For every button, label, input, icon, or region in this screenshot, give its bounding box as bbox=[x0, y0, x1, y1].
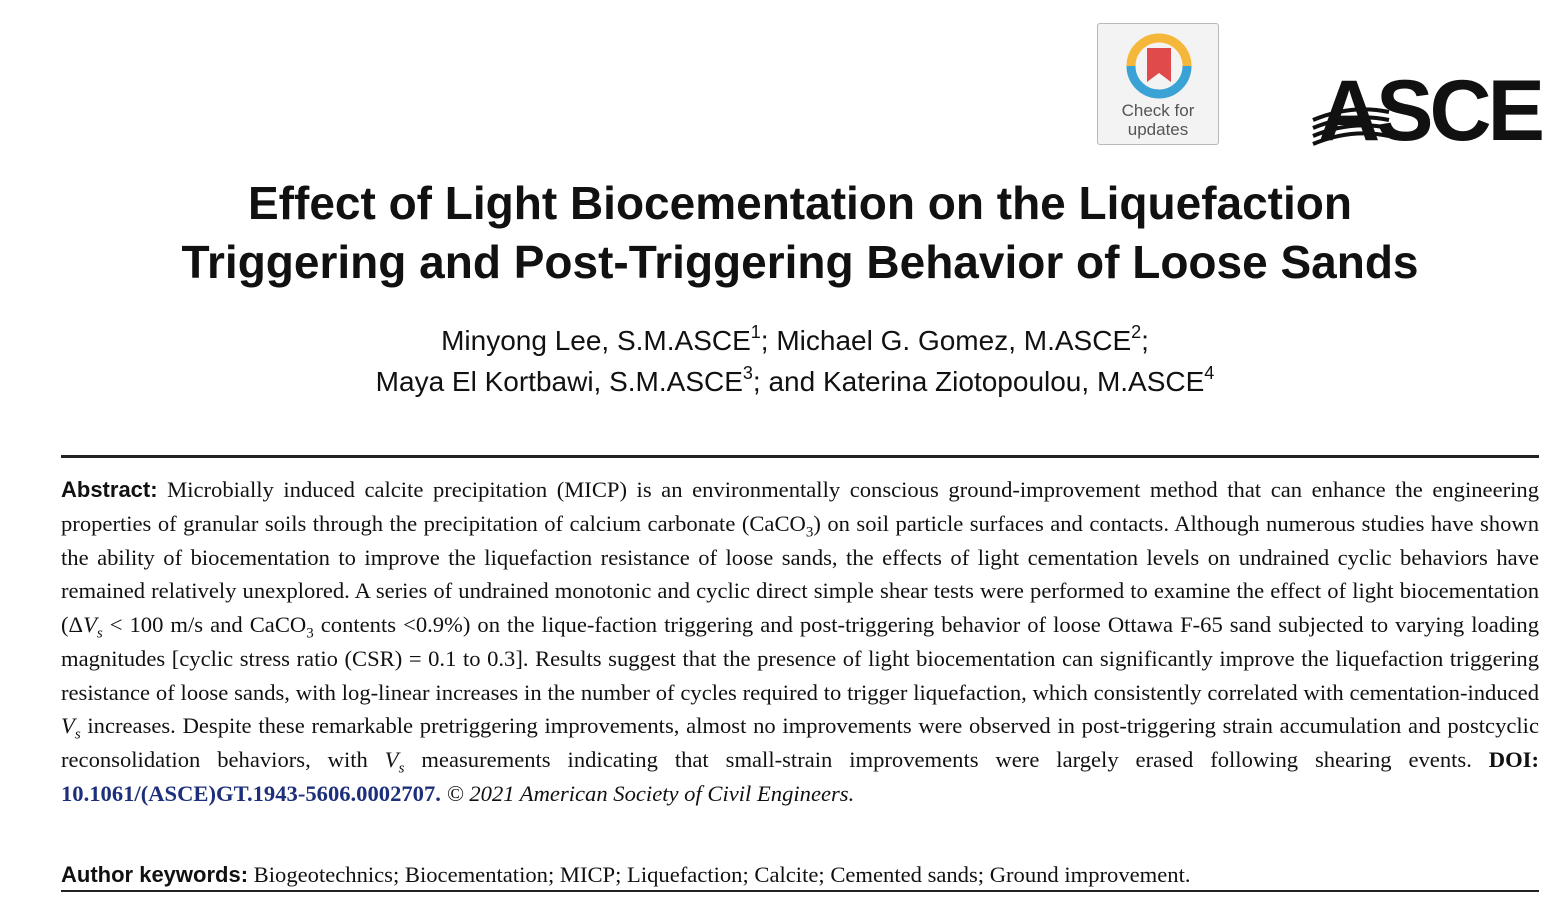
badge-line-1: Check for bbox=[1121, 101, 1195, 120]
author-separator: ; and bbox=[752, 366, 823, 397]
abstract-text: measurements indicating that small-strain improvements were largely erased following shearing events. bbox=[404, 747, 1489, 772]
asce-logo-text: ASCE bbox=[1318, 63, 1541, 159]
author-separator: ; bbox=[760, 325, 777, 356]
subscript: s bbox=[398, 760, 405, 777]
author-line-2 bbox=[0, 362, 1566, 398]
badge-line-2: updates bbox=[1127, 120, 1189, 139]
doi-link[interactable]: 10.1061/(ASCE)GT.1943-5606.0002707. bbox=[61, 780, 441, 806]
math-symbol: V bbox=[83, 612, 97, 637]
author-affiliation: 2 bbox=[1131, 321, 1142, 342]
math-symbol: V bbox=[384, 747, 399, 772]
paper-title-line-1: Effect of Light Biocementation on the Liquefaction bbox=[248, 177, 1352, 229]
math-symbol: V bbox=[61, 713, 75, 739]
asce-logo bbox=[1311, 63, 1541, 159]
subscript: 3 bbox=[306, 625, 314, 642]
abstract-text: increases. Despite these remarkable pretriggering improvements, almost no improvements were observed in post-triggering strain accumulation and postcyclic reconsolidation behaviors, with bbox=[61, 713, 1539, 772]
abstract-text: Microbially induced calcite precipitation (MICP) is an environmentally conscious ground-improvement method that can enhance the engineering properties of granular soils through the precipitation of calcium carbonate (CaCO bbox=[61, 477, 1539, 536]
author-keywords bbox=[61, 859, 1539, 891]
doi-label: DOI: bbox=[1488, 747, 1539, 772]
bookmark-ring-icon bbox=[1125, 32, 1193, 100]
copyright: © 2021 American Society of Civil Engineers. bbox=[440, 780, 855, 806]
author-name: Katerina Ziotopoulou, M.ASCE bbox=[822, 366, 1205, 397]
abstract bbox=[61, 473, 1539, 811]
top-divider bbox=[61, 455, 1539, 458]
author-affiliation: 4 bbox=[1204, 362, 1215, 383]
check-for-updates-badge[interactable] bbox=[1097, 23, 1219, 145]
bottom-divider bbox=[61, 890, 1539, 892]
author-line-1 bbox=[0, 321, 1566, 357]
author-name: Michael G. Gomez, M.ASCE bbox=[776, 325, 1132, 356]
abstract-label: Abstract: bbox=[61, 477, 158, 502]
subscript: s bbox=[74, 726, 81, 743]
abstract-text: contents <0.9%) on the lique-faction triggering and post-triggering behavior of loose Ottawa F-65 sand subjected to varying loading magnitudes [cyclic stress ratio (CSR) = 0.1 to 0.3]. Results suggest that the presence of light biocementation can significantly improve the liquefaction triggering resistance of loose sands, with log-linear increases in the number of cycles required to trigger liquefaction, which consistently correlated with cementation-induced bbox=[61, 612, 1539, 705]
author-affiliation: 3 bbox=[742, 362, 753, 383]
author-separator: ; bbox=[1141, 325, 1149, 356]
abstract-text: ) on soil particle surfaces and contacts. Although numerous studies have shown the ability of biocementation to improve the liquefaction resistance of loose sands, the effects of light cementation levels on undrained cyclic behaviors have remained relatively unexplored. A series of undrained monotonic and cyclic direct simple shear tests were performed to examine the effect of light biocementation (Δ bbox=[61, 510, 1539, 637]
subscript: s bbox=[96, 625, 103, 642]
paper-title-line-2: Triggering and Post-Triggering Behavior of Loose Sands bbox=[181, 236, 1419, 288]
author-affiliation: 1 bbox=[750, 321, 761, 342]
keywords-label: Author keywords: bbox=[61, 862, 249, 887]
abstract-text: < 100 m/s and CaCO bbox=[102, 612, 307, 637]
subscript: 3 bbox=[805, 524, 814, 541]
keywords-text: Biogeotechnics; Biocementation; MICP; Liquefaction; Calcite; Cemented sands; Ground improvement. bbox=[248, 862, 1191, 887]
author-name: Minyong Lee, S.M.ASCE bbox=[441, 325, 751, 356]
author-name: Maya El Kortbawi, S.M.ASCE bbox=[375, 366, 743, 397]
